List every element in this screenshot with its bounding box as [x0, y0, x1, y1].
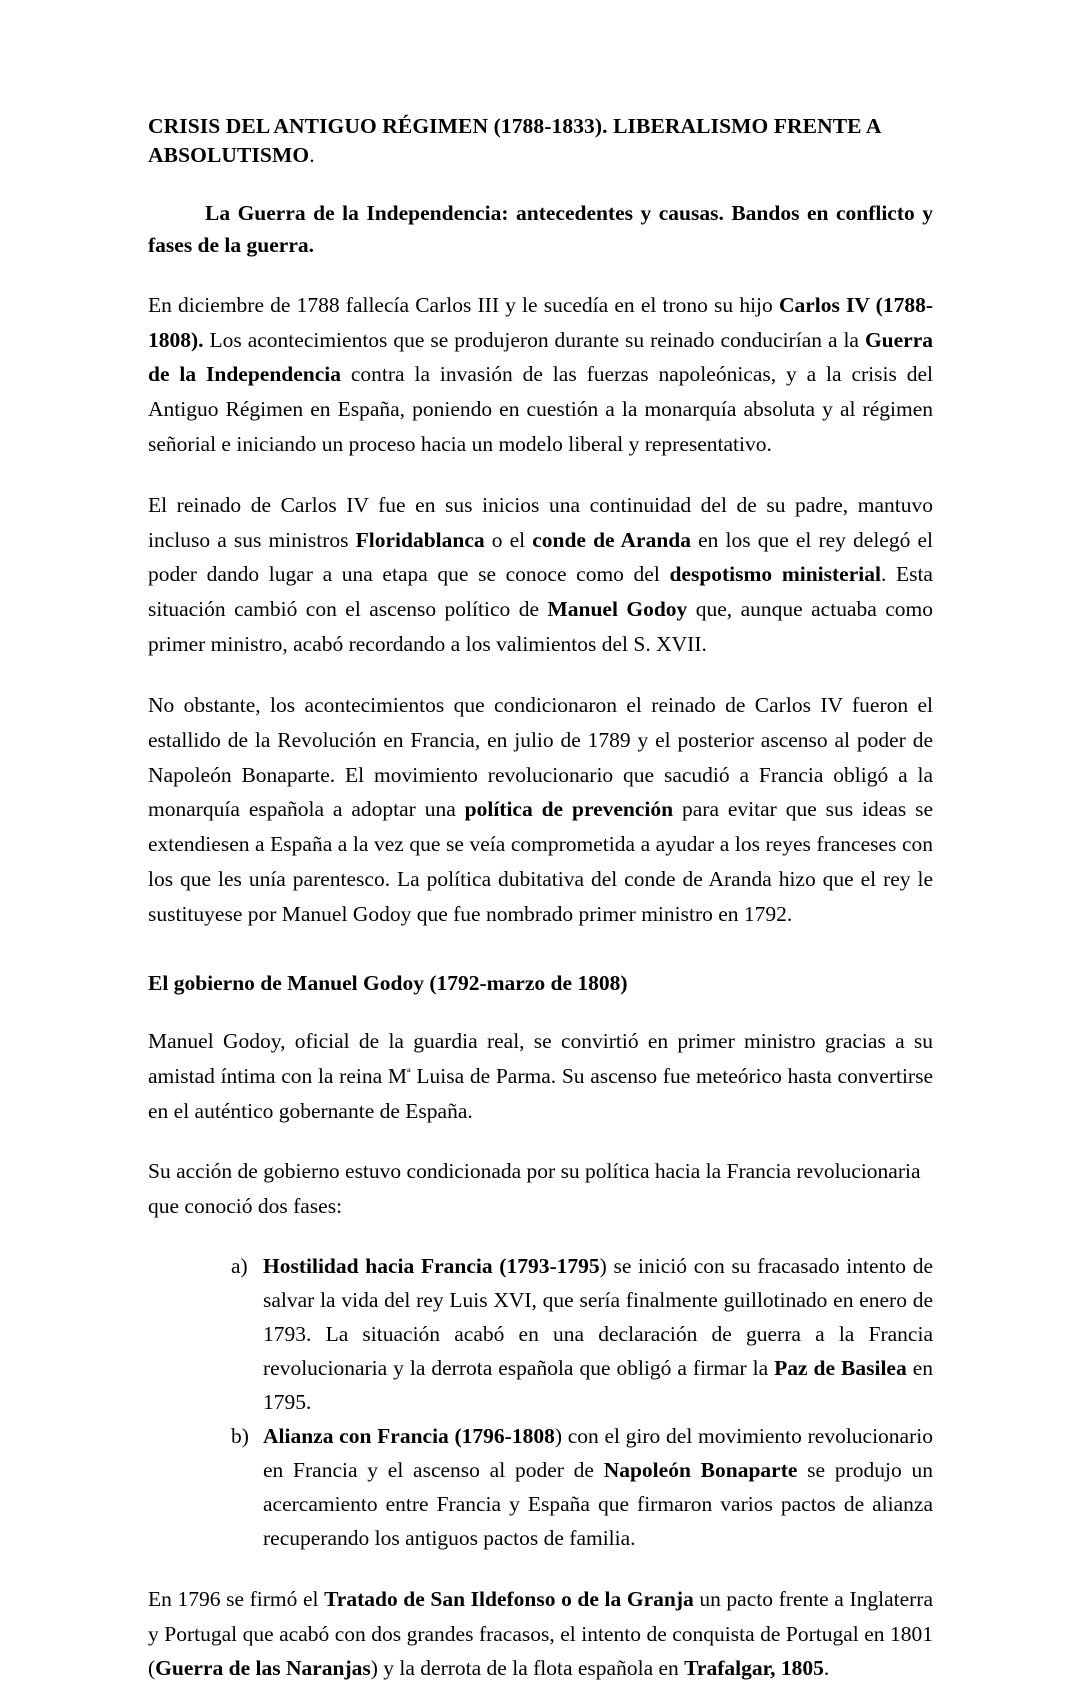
paragraph-godoy-accion	[148, 1154, 933, 1224]
emphasis-term: Napoleón Bonaparte	[603, 1457, 798, 1482]
godoy-paragraphs	[148, 1024, 933, 1224]
emphasis-term: Trafalgar, 1805	[684, 1656, 824, 1681]
body-paragraphs	[148, 288, 933, 932]
text-run: ) se inició con su fracasado intento de salvar la vida del rey Luis XVI, que sería finalmente guillotinado en enero de 1793. La situación acabó en una declaración de guerra a la Francia revolucionaria y la derrota española que obligó a firmar la	[263, 1254, 933, 1380]
emphasis-term: Alianza con Francia (1796-1808	[263, 1423, 555, 1448]
section-heading: La Guerra de la Independencia: antecedentes y causas. Bandos en conflicto y fases de la guerra.	[148, 201, 933, 258]
emphasis-term: conde de Aranda	[532, 527, 691, 552]
page-title-text: CRISIS DEL ANTIGUO RÉGIMEN (1788-1833). LIBERALISMO FRENTE A ABSOLUTISMO	[148, 114, 881, 167]
text-run: contra la invasión de las fuerzas napoleónicas, y a la crisis del Antiguo Régimen en España, poniendo en cuestión a la monarquía absoluta y al régimen señorial e iniciando un proceso hacia un modelo liberal y representativo.	[148, 362, 933, 456]
text-run: Los acontecimientos que se produjeron durante su reinado conducirían a la	[203, 327, 865, 352]
list-marker: a)	[231, 1254, 248, 1278]
text-run: .	[823, 1656, 830, 1681]
text-run: En diciembre de 1788 fallecía Carlos III y le sucedía en el trono su hijo	[148, 292, 779, 317]
list-item-hostilidad-francia	[231, 1250, 933, 1420]
emphasis-term: Tratado de San Ildefonso o de la Granja	[324, 1586, 694, 1611]
list-marker: b)	[231, 1423, 249, 1448]
text-run: ) y la derrota de la flota española en	[370, 1656, 685, 1681]
list-item-alianza-francia	[231, 1420, 933, 1556]
text-run: Su acción de gobierno estuvo condicionada por su política hacia la Francia revolucionaria que conoció dos fases:	[148, 1159, 921, 1219]
emphasis-term: despotismo ministerial	[669, 562, 881, 587]
text-run: No obstante, los acontecimientos que condicionaron el reinado de Carlos IV fueron el estallido de la Revolución en Francia, en julio de 1789 y el posterior ascenso al poder de Napoleón Bonaparte. El movimiento revolucionario que sacudió a Francia obligó a la monarquía española a adoptar una	[148, 692, 933, 822]
ordinal-superscript: ª	[406, 1065, 411, 1081]
text-run: que, aunque actuaba como primer ministro, acabó recordando a los valimientos del S. XVII.	[148, 597, 933, 657]
text-run: En 1796 se firmó el	[148, 1586, 325, 1611]
emphasis-term: Floridablanca	[355, 527, 485, 552]
text-run: se produjo un acercamiento entre Francia y España que firmaron varios pactos de alianza recuperando los antiguos pactos de familia.	[263, 1457, 933, 1550]
emphasis-term: Guerra de las Naranjas	[155, 1656, 371, 1681]
text-run: para evitar que sus ideas se extendiesen a España a la vez que se veía comprometida a ayudar a los reyes franceses con los que les unía parentesco. La política dubitativa del conde de Aranda hizo que el rey le sustituyese por Manuel Godoy que fue nombrado primer ministro en 1792.	[148, 797, 933, 926]
emphasis-term: Guerra de la Independencia	[148, 327, 933, 387]
paragraph-godoy-biografia	[148, 1024, 933, 1128]
text-run: un pacto frente a Inglaterra y Portugal que acabó con dos grandes fracasos, el intento de conquista de Portugal en 1801 (	[148, 1586, 933, 1681]
emphasis-term: Carlos IV (1788-1808).	[148, 292, 933, 352]
text-run: en 1795.	[263, 1355, 933, 1414]
text-run: El reinado de Carlos IV fue en sus inicios una continuidad del de su padre, mantuvo incluso a sus ministros	[148, 492, 933, 552]
subheading-gobierno-godoy: El gobierno de Manuel Godoy (1792-marzo de 1808)	[148, 970, 628, 995]
text-run: . Esta situación cambió con el ascenso político de	[148, 562, 933, 622]
emphasis-term: Hostilidad hacia Francia (1793-1795	[263, 1254, 600, 1278]
paragraph-reinado-carlos-iv	[148, 488, 933, 662]
paragraph-tratado-san-ildefonso	[148, 1582, 933, 1686]
text-run: en los que el rey delegó el poder dando lugar a una etapa que se conoce como del	[148, 527, 933, 587]
emphasis-term: Manuel Godoy	[547, 597, 688, 622]
fases-list	[148, 1250, 933, 1556]
emphasis-term: política de prevención	[464, 797, 674, 822]
text-run: ) con el giro del movimiento revolucionario en Francia y el ascenso al poder de	[263, 1423, 933, 1482]
paragraph-carlos-iv	[148, 288, 933, 462]
text-run: o el	[484, 527, 533, 552]
page-title-period: .	[309, 142, 315, 167]
text-run: Manuel Godoy, oficial de la guardia real, se convirtió en primer ministro gracias a su amistad íntima con la reina M	[148, 1028, 933, 1088]
page-title	[148, 112, 933, 169]
emphasis-term: Paz de Basilea	[774, 1355, 907, 1380]
text-run: Luisa de Parma. Su ascenso fue meteórico hasta convertirse en el auténtico gobernante de España.	[148, 1063, 934, 1123]
paragraph-revolucion-francesa	[148, 688, 933, 932]
